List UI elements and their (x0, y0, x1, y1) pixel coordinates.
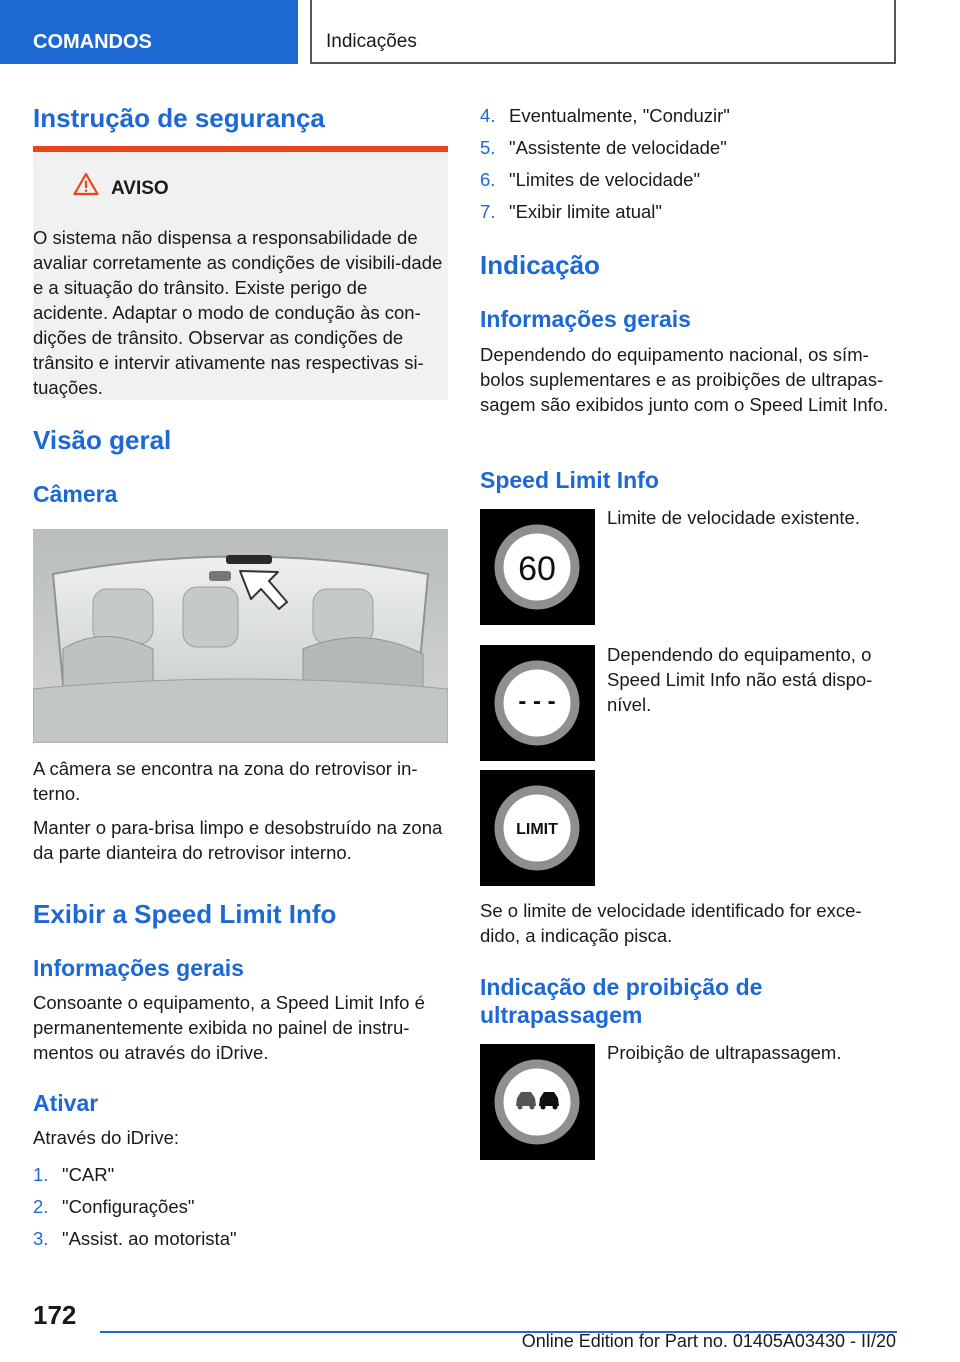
warning-box (33, 146, 448, 400)
step-text: "Limites de velocidade" (509, 169, 701, 190)
step-text: "Configurações" (62, 1196, 195, 1217)
edition-footer: Online Edition for Part no. 01405A03430 - II/20 (521, 1331, 896, 1351)
step-number: 6. (480, 169, 496, 190)
no-overtaking-sign (480, 1044, 595, 1160)
speed-limit-unavailable-sign (480, 645, 595, 761)
page-number: 172 (33, 1300, 77, 1330)
svg-text:- - -: - - - (518, 688, 556, 715)
overview-heading: Visão geral (33, 425, 172, 455)
list-item (480, 196, 730, 228)
step-number: 5. (480, 137, 496, 158)
step-text: "CAR" (62, 1164, 115, 1185)
display-heading: Exibir a Speed Limit Info (33, 899, 337, 929)
step-number: 1. (33, 1164, 49, 1185)
indication-heading: Indicação (480, 250, 600, 280)
step-number: 7. (480, 201, 496, 222)
step-text: Eventualmente, "Conduzir" (509, 105, 730, 126)
speed-limit-info-heading: Speed Limit Info (480, 467, 659, 493)
exceeded-text: Se o limite de velocidade identificado for exce-dido, a indicação pisca. (480, 900, 862, 946)
general-info-heading: Informações gerais (33, 955, 244, 981)
step-number: 4. (480, 105, 496, 126)
camera-location-illustration (33, 529, 448, 743)
unavailable-sign-icon (480, 645, 595, 761)
step-text: "Assistente de velocidade" (509, 137, 727, 158)
sign-dashes-caption: Dependendo do equipamento, o Speed Limit Info não está dispo-nível. (607, 644, 873, 715)
camera-clean-text: Manter o para-brisa limpo e desobstruído na zona da parte dianteira do retrovisor interno. (33, 817, 443, 863)
general-info-text-right: Dependendo do equipamento nacional, os sím-bolos suplementares e as proibições de ultrapas-sagem são exibidos junto com o Speed Limit Info. (480, 344, 889, 415)
list-item (33, 1191, 237, 1223)
steps-list-left (33, 1159, 237, 1255)
activate-heading: Ativar (33, 1090, 99, 1116)
list-item (480, 100, 730, 132)
limit-sign-icon (480, 770, 595, 886)
list-item (480, 132, 730, 164)
safety-heading: Instrução de segurança (33, 103, 325, 133)
section-tab: COMANDOS (0, 0, 298, 64)
svg-text:60: 60 (518, 550, 556, 588)
list-item (33, 1159, 237, 1191)
warning-text: O sistema não dispensa a responsabilidade de avaliar corretamente as condições de visibili-dade e a situação do trânsito. Existe perigo de acidente. Adaptar o modo de condução às con-dições de trânsito. Observar as condições de trânsito e intervir ativamente nas respectivas si-tuações. (33, 226, 443, 398)
svg-text:LIMIT: LIMIT (516, 821, 558, 838)
warning-icon (73, 172, 99, 196)
step-number: 3. (33, 1228, 49, 1249)
list-item (480, 164, 730, 196)
sign-60-caption: Limite de velocidade existente. (607, 507, 860, 528)
step-number: 2. (33, 1196, 49, 1217)
no-overtaking-caption: Proibição de ultrapassagem. (607, 1042, 842, 1063)
step-text: "Assist. ao motorista" (62, 1228, 237, 1249)
list-item (33, 1223, 237, 1255)
steps-list-right (480, 100, 730, 228)
camera-location-text: A câmera se encontra na zona do retrovisor in-terno. (33, 758, 418, 804)
limit-sign (480, 770, 595, 886)
no-overtaking-heading: Indicação de proibição de ultrapassagem (480, 974, 763, 1028)
no-overtaking-icon (480, 1044, 595, 1160)
speed-limit-60-sign (480, 509, 595, 625)
activate-text: Através do iDrive: (33, 1127, 179, 1148)
step-text: "Exibir limite atual" (509, 201, 662, 222)
general-info-text: Consoante o equipamento, a Speed Limit Info é permanentemente exibida no painel de instru-mentos ou através do iDrive. (33, 992, 425, 1063)
speed-sign-icon (480, 509, 595, 625)
warning-title: AVISO (111, 178, 169, 199)
chapter-title: Indicações (310, 0, 896, 64)
camera-heading: Câmera (33, 481, 118, 507)
general-info-heading-right: Informações gerais (480, 306, 691, 332)
